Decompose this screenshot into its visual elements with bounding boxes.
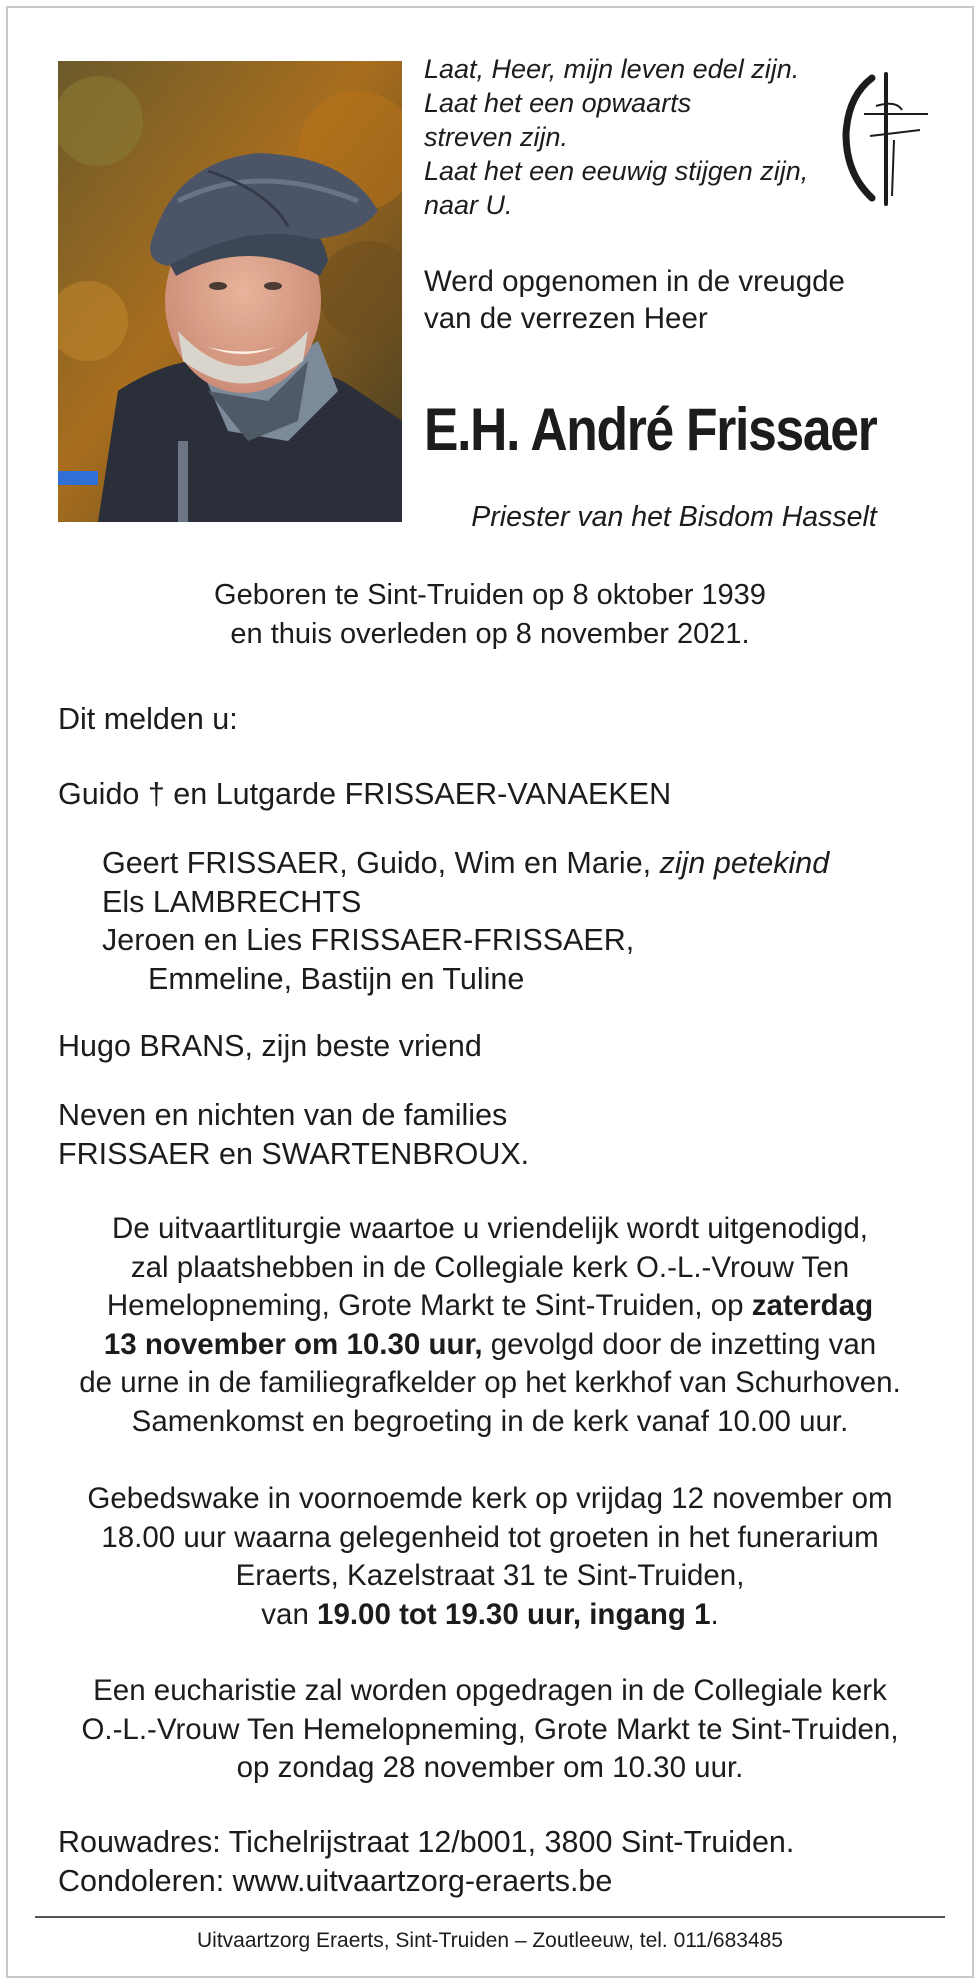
deceased-role: Priester van het Bisdom Hasselt (471, 501, 877, 533)
family-member: Jeroen en Lies FRISSAER-FRISSAER, (102, 923, 635, 957)
family-parents: Guido † en Lutgarde FRISSAER-VANAEKEN (58, 777, 672, 811)
footer-divider (35, 1916, 945, 1918)
mass-line: Een eucharistie zal worden opgedragen in de Collegiale kerk (93, 1674, 887, 1707)
poem-line: Laat het een eeuwig stijgen zijn, (424, 156, 809, 186)
mass-info (58, 1672, 922, 1788)
funeral-line (58, 1326, 922, 1365)
intro-line: van de verrezen Heer (424, 302, 708, 335)
cross-icon (836, 70, 930, 210)
family-member: Els LAMBRECHTS (102, 884, 362, 919)
funeral-text: Hemelopneming, Grote Markt te Sint-Truiden, op (106, 1289, 752, 1322)
vigil-hours: 19.00 tot 19.30 uur, ingang 1 (317, 1597, 711, 1631)
intro-line: Werd opgenomen in de vreugde (424, 265, 845, 298)
family-member: Emmeline, Bastijn en Tuline (148, 961, 525, 996)
contact-info (58, 1823, 922, 1900)
funeral-date-time: 13 november om 10.30 uur, (103, 1327, 483, 1361)
funeral-line: De uitvaartliturgie waartoe u vriendelijk wordt uitgenodigd, (112, 1212, 868, 1245)
announce-heading: Dit melden u: (58, 702, 238, 736)
vigil-line: Gebedswake in voornoemde kerk op vrijdag 12 november om (87, 1482, 893, 1515)
mass-line: O.-L.-Vrouw Ten Hemelopneming, Grote Markt te Sint-Truiden, (81, 1712, 899, 1746)
funeral-line: zal plaatshebben in de Collegiale kerk O.-L.-Vrouw Ten (130, 1250, 850, 1284)
vigil-line: 18.00 uur waarna gelegenheid tot groeten in het funerarium (101, 1520, 879, 1554)
family-list (102, 844, 922, 998)
vigil-line (58, 1596, 922, 1635)
funeral-day: zaterdag (751, 1289, 874, 1322)
deceased-name: E.H. André Frissaer (424, 396, 877, 463)
family-member-text: Geert FRISSAER, Guido, Wim en Marie, (102, 846, 660, 880)
funeral-info (58, 1210, 922, 1441)
vigil-text: van (261, 1597, 318, 1631)
relatives-line: Neven en nichten van de families (58, 1098, 508, 1132)
relatives (58, 1096, 922, 1173)
dates-line: en thuis overleden op 8 november 2021. (230, 618, 750, 650)
poem (424, 52, 844, 222)
condolence-link[interactable]: Condoleren: www.uitvaartzorg-eraerts.be (58, 1863, 613, 1898)
intro-text (424, 263, 944, 337)
poem-line: streven zijn. (424, 122, 569, 152)
funeral-line (58, 1287, 922, 1326)
poem-line: Laat het een opwaarts (424, 88, 692, 118)
family-member (102, 844, 922, 883)
birth-death-dates (58, 576, 922, 654)
funeral-text: gevolgd door de inzetting van (482, 1327, 877, 1361)
vigil-line: Eraerts, Kazelstraat 31 te Sint-Truiden, (235, 1559, 745, 1592)
dates-line: Geboren te Sint-Truiden op 8 oktober 1939 (214, 579, 766, 611)
mourning-address: Rouwadres: Tichelrijstraat 12/b001, 3800 Sint-Truiden. (58, 1825, 795, 1859)
portrait-photo (58, 61, 402, 522)
funeral-line: Samenkomst en begroeting in de kerk vanaf 10.00 uur. (131, 1404, 849, 1438)
vigil-text: . (710, 1597, 719, 1631)
best-friend: Hugo BRANS, zijn beste vriend (58, 1029, 482, 1063)
vigil-info (58, 1480, 922, 1634)
footer-text: Uitvaartzorg Eraerts, Sint-Truiden – Zoutleeuw, tel. 011/683485 (197, 1929, 783, 1952)
poem-line: naar U. (424, 190, 513, 220)
family-member-note: zijn petekind (659, 846, 830, 880)
relatives-line: FRISSAER en SWARTENBROUX. (58, 1136, 530, 1171)
funeral-line: de urne in de familiegrafkelder op het kerkhof van Schurhoven. (79, 1366, 901, 1399)
mass-line: op zondag 28 november om 10.30 uur. (236, 1751, 744, 1784)
poem-line: Laat, Heer, mijn leven edel zijn. (424, 54, 800, 84)
